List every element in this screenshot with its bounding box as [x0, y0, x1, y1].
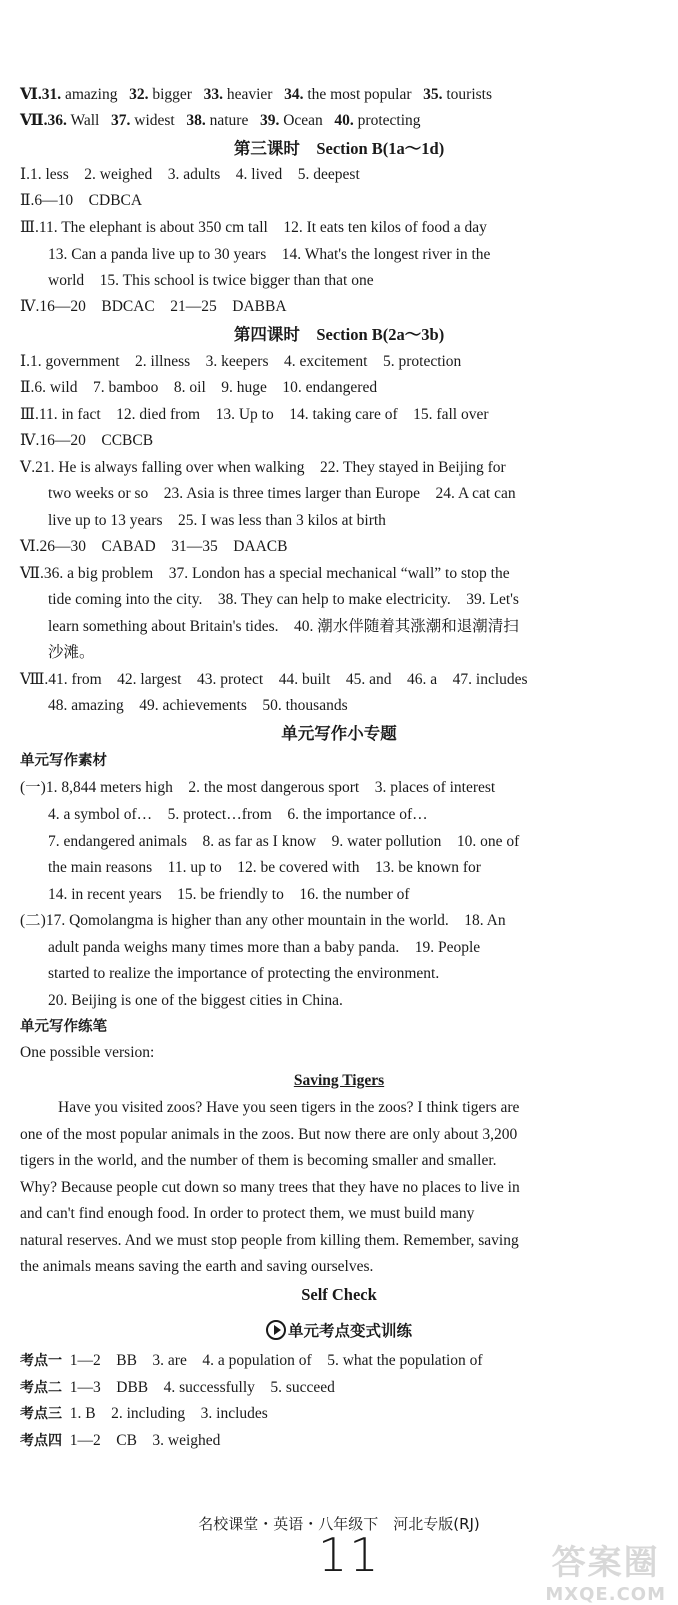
item-number: 35. [423, 86, 443, 103]
essay-line-4: Why? Because people cut down so many trees that they have no places to live in [20, 1179, 520, 1196]
lesson4-row-7c: learn something about Britain's tides. 40. 潮水伴随着其涨潮和退潮清扫 [48, 618, 519, 635]
answer-text: bigger [148, 86, 192, 103]
writing-row-7: adult panda weighs many times more than a baby panda. 19. People [48, 939, 481, 956]
answer-text: protecting [353, 112, 421, 129]
lesson4-row-8b: 48. amazing 49. achievements 50. thousands [48, 697, 348, 714]
self-check-heading: Self Check [301, 1285, 377, 1304]
item-number: 33. [203, 86, 223, 103]
possible-version-label: One possible version: [20, 1044, 155, 1061]
item-number: 36. [47, 112, 67, 129]
item-number: 34. [284, 86, 304, 103]
lesson4-row-5c: live up to 13 years 25. I was less than 3 kilos at birth [48, 512, 386, 529]
writing-practice-title: 单元写作练笔 [20, 1019, 107, 1035]
answer-text: nature [205, 112, 249, 129]
writing-row-6: (二)17. Qomolangma is higher than any other mountain in the world. 18. An [20, 912, 506, 929]
lesson3-row-3a: Ⅲ.11. The elephant is about 350 cm tall 12. It eats ten kilos of food a day [20, 219, 487, 236]
watermark-logo [545, 1535, 666, 1605]
writing-row-1: (一)1. 8,844 meters high 2. the most dangerous sport 3. places of interest [20, 779, 496, 796]
writing-row-9: 20. Beijing is one of the biggest cities in China. [48, 992, 343, 1009]
essay-line-2: one of the most popular animals in the zoos. But now there are only about 3,200 [20, 1126, 518, 1143]
item-number: 31. [41, 86, 62, 103]
answer-text: tourists [442, 86, 493, 103]
kaodian-answers: 1—3 DBB 4. successfully 5. succeed [69, 1379, 335, 1396]
page-number: 11 [318, 1528, 381, 1582]
kaodian-label: 考点二 [20, 1380, 62, 1396]
lesson4-row-7b: tide coming into the city. 38. They can help to make electricity. 39. Let's [48, 591, 519, 608]
essay-line-1: Have you visited zoos? Have you seen tigers in the zoos? I think tigers are [58, 1099, 520, 1116]
item-number: 39. [259, 112, 280, 129]
section-label: Ⅵ. [20, 86, 42, 103]
lesson4-heading: 第四课时 Section B(2a～3b) [233, 325, 445, 344]
item-number: 40. [334, 112, 354, 129]
lesson4-row-7d: 沙滩。 [48, 644, 95, 661]
lesson4-row-4: Ⅳ.16—20 CCBCB [20, 432, 154, 449]
kaodian-row-2 [20, 1378, 638, 1398]
answer-text: Wall [66, 112, 100, 129]
lesson3-row-2: Ⅱ.6—10 CDBCA [20, 192, 143, 209]
lesson4-row-2: Ⅱ.6. wild 7. bamboo 8. oil 9. huge 10. endangered [20, 379, 378, 396]
writing-row-3: 7. endangered animals 8. as far as I know 9. water pollution 10. one of [48, 833, 520, 850]
item-number: 37. [111, 112, 131, 129]
answer-row-vii [20, 111, 638, 131]
writing-material-title: 单元写作素材 [20, 753, 107, 769]
essay-line-5: and can't find enough food. In order to protect them, we must build many [20, 1205, 475, 1222]
kaodian-answers: 1—2 CB 3. weighed [69, 1432, 221, 1449]
lesson4-row-8a: Ⅷ.41. from 42. largest 43. protect 44. built 45. and 46. a 47. includes [20, 671, 528, 688]
writing-heading: 单元写作小专题 [281, 724, 397, 743]
lesson4-row-3: Ⅲ.11. in fact 12. died from 13. Up to 14. taking care of 15. fall over [20, 406, 489, 423]
answer-text: amazing [61, 86, 118, 103]
kaodian-row-3 [20, 1404, 638, 1424]
lesson3-row-3c: world 15. This school is twice bigger than that one [48, 272, 374, 289]
watermark-title: 答案圈 [551, 1543, 660, 1583]
lesson4-row-5a: Ⅴ.21. He is always falling over when walking 22. They stayed in Beijing for [20, 459, 506, 476]
item-number: 32. [129, 86, 149, 103]
section-label: Ⅶ. [20, 112, 48, 129]
lesson3-row-4: Ⅳ.16—20 BDCAC 21—25 DABBA [20, 298, 287, 315]
lesson3-heading: 第三课时 Section B(1a～1d) [233, 139, 445, 158]
kaodian-row-1 [20, 1351, 638, 1371]
lesson4-row-1: Ⅰ.1. government 2. illness 3. keepers 4. excitement 5. protection [20, 353, 462, 370]
play-circle-icon [266, 1320, 286, 1340]
item-number: 38. [186, 112, 206, 129]
page-footer: 名校课堂・英语・八年级下 河北专版(RJ) [198, 1515, 480, 1533]
answer-text: heavier [222, 86, 273, 103]
lesson4-row-5b: two weeks or so 23. Asia is three times larger than Europe 24. A cat can [48, 485, 516, 502]
kaodian-answers: 1. B 2. including 3. includes [69, 1405, 268, 1422]
lesson4-row-6: Ⅵ.26—30 CABAD 31—35 DAACB [20, 538, 288, 555]
writing-row-5: 14. in recent years 15. be friendly to 16. the number of [48, 886, 410, 903]
essay-title: Saving Tigers [293, 1072, 385, 1089]
essay-line-6: natural reserves. And we must stop people from killing them. Remember, saving [20, 1232, 519, 1249]
writing-row-8: started to realize the importance of protecting the environment. [48, 965, 440, 982]
lesson4-row-7a: Ⅶ.36. a big problem 37. London has a special mechanical “wall” to stop the [20, 565, 510, 582]
essay-line-3: tigers in the world, and the number of them is becoming smaller and smaller. [20, 1152, 497, 1169]
lesson3-row-3b: 13. Can a panda live up to 30 years 14. What's the longest river in the [48, 246, 491, 263]
writing-row-2: 4. a symbol of… 5. protect…from 6. the importance of… [48, 806, 428, 823]
writing-row-4: the main reasons 11. up to 12. be covered with 13. be known for [48, 859, 481, 876]
kaodian-answers: 1—2 BB 3. are 4. a population of 5. what the population of [69, 1352, 483, 1369]
unit-practice-label: 单元考点变式训练 [287, 1322, 412, 1340]
kaodian-label: 考点四 [20, 1433, 62, 1449]
answer-text: the most popular [303, 86, 412, 103]
unit-practice-title [0, 1320, 678, 1342]
kaodian-label: 考点一 [20, 1353, 62, 1369]
kaodian-row-4 [20, 1431, 638, 1451]
answer-text: widest [130, 112, 175, 129]
answer-text: Ocean [279, 112, 323, 129]
watermark-url: MXQE.COM [545, 1584, 666, 1605]
answer-row-vi [20, 85, 638, 105]
lesson3-row-1: Ⅰ.1. less 2. weighed 3. adults 4. lived 5. deepest [20, 166, 360, 183]
kaodian-label: 考点三 [20, 1406, 62, 1422]
essay-line-7: the animals means saving the earth and saving ourselves. [20, 1258, 374, 1275]
